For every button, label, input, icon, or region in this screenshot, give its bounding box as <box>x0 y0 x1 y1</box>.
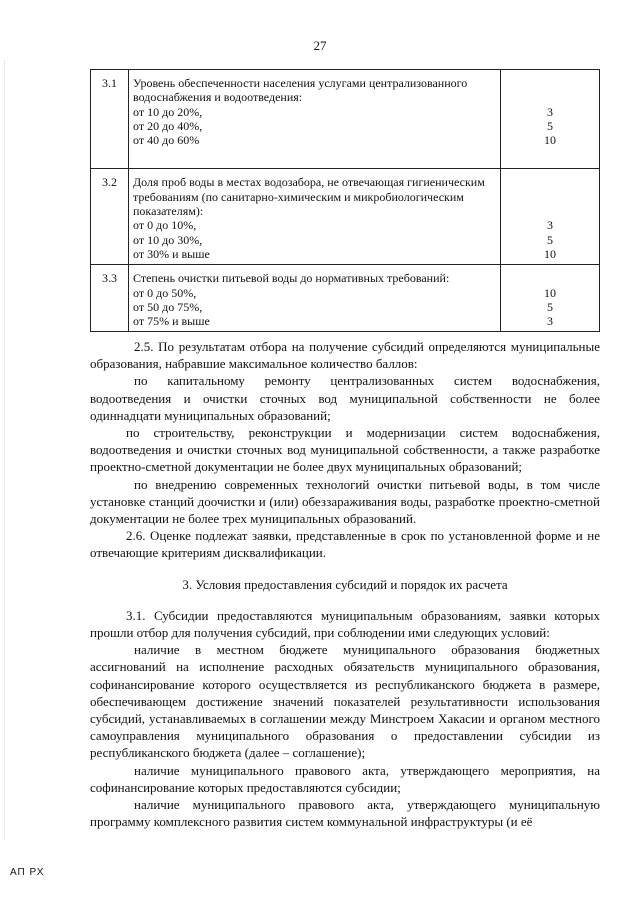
score-value: 5 <box>547 118 553 133</box>
scan-edge <box>4 60 5 840</box>
criterion-description <box>129 265 501 332</box>
criterion-option: от 10 до 30%, <box>133 232 203 247</box>
table-row <box>91 169 600 265</box>
criterion-option: от 30% и выше <box>133 246 210 261</box>
row-number: 3.2 <box>91 169 129 265</box>
criterion-option: от 20 до 40%, <box>133 118 203 133</box>
score-value: 10 <box>544 133 556 148</box>
score-value: 3 <box>547 314 553 329</box>
score-value: 3 <box>547 104 553 119</box>
page-number: 27 <box>313 38 327 53</box>
paragraph-2-5-item: по капитальному ремонту централизованных систем водоснабжения, водоотведения и очистки сточных вод муниципальной собственности не более одиннадцати муниципальных образований; <box>90 373 600 423</box>
paragraph-2-5: 2.5. По результатам отбора на получение субсидий определяются муниципальные образования, набравшие максимальное количество баллов: <box>90 339 600 372</box>
criterion-scores <box>501 70 600 169</box>
paragraph-3-1-item: наличие в местном бюджете муниципального образования бюджетных ассигнований на исполнение расходных обязательств муниципального образования, софинансирование которого осуществляется из республиканского бюджета в размере, обеспечивающем достижение значений показателей результативности использования субсидий, устанавливаемых в соглашении между Минстроем Хакасии и органом местного самоуправления муниципального образования о предоставлении субсидии из республиканского бюджета (далее – соглашение); <box>90 642 600 761</box>
criterion-option: от 40 до 60% <box>133 133 200 148</box>
paragraph-2-5-item: по строительству, реконструкции и модернизации систем водоснабжения, водоотведения и очистки сточных вод муниципальной собственности, а также разработке проектно-сметной документации не более двух муниципальных образований; <box>90 425 600 475</box>
row-number: 3.3 <box>91 265 129 332</box>
section-heading: 3. Условия предоставления субсидий и порядок их расчета <box>182 576 508 592</box>
criterion-title: Степень очистки питьевой воды до нормативных требований: <box>133 271 450 286</box>
criteria-table <box>90 69 600 332</box>
score-value: 10 <box>544 246 556 261</box>
footer-stamp: АП РХ <box>10 867 45 878</box>
criterion-scores <box>501 265 600 332</box>
document-body <box>90 338 600 830</box>
paragraph-3-1: 3.1. Субсидии предоставляются муниципальным образованиям, заявки которых прошли отбор для получения субсидий, при соблюдении ими следующих условий: <box>90 607 600 641</box>
score-value: 5 <box>547 299 553 314</box>
paragraph-2-5-item: по внедрению современных технологий очистки питьевой воды, в том числе установке станций доочистки и (или) обеззараживания воды, разработке проектно-сметной документации не более трех муниципальных образований. <box>90 476 600 527</box>
paragraph-3-1-item: наличие муниципального правового акта, утверждающего муниципальную программу комплексного развития систем коммунальной инфраструктуры (и её <box>90 797 600 830</box>
table-row <box>91 265 600 332</box>
criterion-option: от 10 до 20%, <box>133 104 203 119</box>
table-row <box>91 70 600 169</box>
paragraph-3-1-item: наличие муниципального правового акта, утверждающего мероприятия, на софинансирование которых предоставляются субсидии; <box>90 762 600 795</box>
score-value: 3 <box>547 218 553 233</box>
score-value: 10 <box>544 285 556 300</box>
criterion-title: Доля проб воды в местах водозабора, не отвечающая гигиеническим требованиям (по санитарно-химическим и микробиологическим показателям): <box>133 175 485 219</box>
criterion-option: от 50 до 75%, <box>133 299 203 314</box>
criterion-option: от 75% и выше <box>133 314 210 329</box>
paragraph-2-6: 2.6. Оценке подлежат заявки, представленные в срок по установленной форме и не отвечающие критериям дисквалификации. <box>90 528 600 561</box>
criterion-description <box>129 169 501 265</box>
row-number: 3.1 <box>91 70 129 169</box>
criterion-option: от 0 до 10%, <box>133 218 197 233</box>
criterion-title: Уровень обеспеченности населения услугами централизованного водоснабжения и водоотведения: <box>133 76 468 105</box>
criterion-scores <box>501 169 600 265</box>
criterion-option: от 0 до 50%, <box>133 285 197 300</box>
score-value: 5 <box>547 232 553 247</box>
criterion-description <box>129 70 501 169</box>
